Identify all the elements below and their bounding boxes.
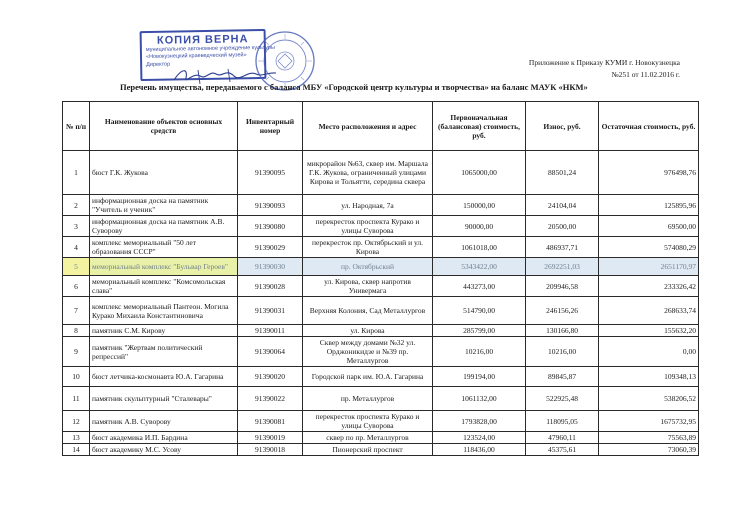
cell-num: 4 <box>63 237 90 258</box>
cell-wear: 2692251,03 <box>526 258 599 276</box>
cell-wear: 47960,11 <box>526 432 599 444</box>
cell-name: памятник "Жертвам политический репрессий" <box>90 337 238 367</box>
cell-address: Верхняя Колония, Сад Металлургов <box>303 297 433 325</box>
cell-initial-cost: 118436,00 <box>433 444 526 456</box>
cell-inventory: 91390081 <box>238 411 303 432</box>
cell-initial-cost: 443273,00 <box>433 276 526 297</box>
cell-address: Городской парк им. Ю.А. Гагарина <box>303 367 433 387</box>
cell-inventory: 91390028 <box>238 276 303 297</box>
cell-inventory: 91390022 <box>238 387 303 411</box>
cell-num: 1 <box>63 151 90 195</box>
cell-num: 7 <box>63 297 90 325</box>
cell-wear: 522925,48 <box>526 387 599 411</box>
cell-residual: 538206,52 <box>599 387 699 411</box>
cell-num: 11 <box>63 387 90 411</box>
cell-wear: 88501,24 <box>526 151 599 195</box>
cell-residual: 73060,39 <box>599 444 699 456</box>
cell-inventory: 91390020 <box>238 367 303 387</box>
cell-wear: 246156,26 <box>526 297 599 325</box>
cell-residual: 1675732,95 <box>599 411 699 432</box>
table-body <box>63 151 699 456</box>
cell-residual: 155632,20 <box>599 325 699 337</box>
cell-wear: 209946,58 <box>526 276 599 297</box>
cell-wear: 45375,61 <box>526 444 599 456</box>
cell-residual: 976498,76 <box>599 151 699 195</box>
cell-inventory: 91390095 <box>238 151 303 195</box>
cell-inventory: 91390011 <box>238 325 303 337</box>
cell-name: бюст академика И.П. Бардина <box>90 432 238 444</box>
cell-inventory: 91390080 <box>238 216 303 237</box>
cell-initial-cost: 514790,00 <box>433 297 526 325</box>
cell-residual: 75563,89 <box>599 432 699 444</box>
cell-name: комплекс мемориальный Пантеон. Могила Курако Михаила Константиновича <box>90 297 238 325</box>
table-row <box>63 387 699 411</box>
cell-name: памятник С.М. Кирову <box>90 325 238 337</box>
cell-name: мемориальный комплекс "Комсомольская слава" <box>90 276 238 297</box>
cell-address: Сквер между домами №32 ул. Орджоникидзе и №39 пр. Металлургов <box>303 337 433 367</box>
cell-num: 6 <box>63 276 90 297</box>
cell-residual: 2651170,97 <box>599 258 699 276</box>
cell-initial-cost: 1065000,00 <box>433 151 526 195</box>
cell-name: бюст академику М.С. Усову <box>90 444 238 456</box>
cell-initial-cost: 1061132,00 <box>433 387 526 411</box>
table-row <box>63 444 699 456</box>
table-row <box>63 151 699 195</box>
cell-name: памятник А.В. Суворову <box>90 411 238 432</box>
col-header-wear: Износ, руб. <box>526 102 599 151</box>
cell-name: информационная доска на памятник "Учитель и ученик" <box>90 195 238 216</box>
cell-num: 10 <box>63 367 90 387</box>
cell-name: памятник скульптурный "Сталевары" <box>90 387 238 411</box>
table-row <box>63 237 699 258</box>
cell-address: пр. Октябрьский <box>303 258 433 276</box>
col-header-residual: Остаточная стоимость, руб. <box>599 102 699 151</box>
table-row <box>63 216 699 237</box>
table-row <box>63 411 699 432</box>
cell-residual: 233326,42 <box>599 276 699 297</box>
cell-inventory: 91390030 <box>238 258 303 276</box>
cell-inventory: 91390018 <box>238 444 303 456</box>
cell-initial-cost: 5343422,00 <box>433 258 526 276</box>
cell-name: бюст Г.К. Жукова <box>90 151 238 195</box>
cell-name: бюст летчика-космонавта Ю.А. Гагарина <box>90 367 238 387</box>
cell-residual: 574080,29 <box>599 237 699 258</box>
table-row <box>63 195 699 216</box>
cell-num: 3 <box>63 216 90 237</box>
cell-initial-cost: 285799,00 <box>433 325 526 337</box>
col-header-address: Место расположения и адрес <box>303 102 433 151</box>
cell-name: информационная доска на памятник А.В. Суворову <box>90 216 238 237</box>
cell-address: сквер по пр. Металлургов <box>303 432 433 444</box>
cell-num: 13 <box>63 432 90 444</box>
cell-inventory: 91390029 <box>238 237 303 258</box>
cell-wear: 89845,87 <box>526 367 599 387</box>
cell-initial-cost: 150000,00 <box>433 195 526 216</box>
document-title: Перечень имущества, передаваемого с баланса МБУ «Городской центр культуры и творчества» на баланс МАУК «НКМ» <box>120 82 588 92</box>
cell-residual: 125895,96 <box>599 195 699 216</box>
approval-order: Приложение к Приказу КУМИ г. Новокузнецка <box>528 58 680 67</box>
cell-wear: 486937,71 <box>526 237 599 258</box>
cell-wear: 130166,80 <box>526 325 599 337</box>
assets-table <box>62 101 699 456</box>
cell-residual: 109348,13 <box>599 367 699 387</box>
approval-note <box>529 57 680 81</box>
table-row <box>63 325 699 337</box>
cell-num: 14 <box>63 444 90 456</box>
table-row <box>63 258 699 276</box>
cell-num: 12 <box>63 411 90 432</box>
cell-initial-cost: 1793828,00 <box>433 411 526 432</box>
table-row <box>63 432 699 444</box>
stamp-director-label: Директор <box>146 61 171 68</box>
approval-number-date: №251 от 11.02.2016 г. <box>611 70 680 79</box>
cell-initial-cost: 123524,00 <box>433 432 526 444</box>
cell-initial-cost: 199194,00 <box>433 367 526 387</box>
table-row <box>63 337 699 367</box>
col-header-num: № п/п <box>63 102 90 151</box>
cell-address: Пионерский проспект <box>303 444 433 456</box>
cell-name: мемориальный комплекс "Бульвар Героев" <box>90 258 238 276</box>
cell-num: 9 <box>63 337 90 367</box>
col-header-initial-cost: Первоначальная (балансовая) стоимость, руб. <box>433 102 526 151</box>
cell-residual: 268633,74 <box>599 297 699 325</box>
table-row <box>63 276 699 297</box>
cell-address: перекресток проспекта Курако и улицы Суворова <box>303 216 433 237</box>
cell-inventory: 91390093 <box>238 195 303 216</box>
cell-wear: 24104,04 <box>526 195 599 216</box>
table-header-row <box>63 102 699 151</box>
stamp-org-line2: «Новокузнецкий краеведческий музей» <box>145 52 247 60</box>
cell-address: пр. Металлургов <box>303 387 433 411</box>
cell-residual: 69500,00 <box>599 216 699 237</box>
cell-address: перекресток пр. Октябрьский и ул. Кирова <box>303 237 433 258</box>
cell-residual: 0,00 <box>599 337 699 367</box>
cell-wear: 20500,00 <box>526 216 599 237</box>
cell-num: 8 <box>63 325 90 337</box>
cell-inventory: 91390064 <box>238 337 303 367</box>
cell-address: ул. Кирова, сквер напротив Универмага <box>303 276 433 297</box>
col-header-inventory: Инвентарный номер <box>238 102 303 151</box>
cell-num: 5 <box>63 258 90 276</box>
cell-address: перекресток проспекта Курако и улицы Суворова <box>303 411 433 432</box>
table-row <box>63 367 699 387</box>
cell-address: ул. Кирова <box>303 325 433 337</box>
cell-address: ул. Народная, 7а <box>303 195 433 216</box>
cell-num: 2 <box>63 195 90 216</box>
cell-initial-cost: 90000,00 <box>433 216 526 237</box>
cell-address: микрорайон №63, сквер им. Маршала Г.К. Жукова, ограниченный улицами Кирова и Тольятти, середина сквера <box>303 151 433 195</box>
cell-inventory: 91390019 <box>238 432 303 444</box>
cell-wear: 118095,05 <box>526 411 599 432</box>
cell-inventory: 91390031 <box>238 297 303 325</box>
stamp-org-line1: муниципальное автономное учреждение культуры <box>145 44 275 53</box>
stamp-title: КОПИЯ ВЕРНА <box>156 33 249 47</box>
table-row <box>63 297 699 325</box>
col-header-name: Наименование объектов основных средств <box>90 102 238 151</box>
cell-initial-cost: 10216,00 <box>433 337 526 367</box>
cell-name: комплекс мемориальный "50 лет образования СССР" <box>90 237 238 258</box>
cell-wear: 10216,00 <box>526 337 599 367</box>
cell-initial-cost: 1061018,00 <box>433 237 526 258</box>
